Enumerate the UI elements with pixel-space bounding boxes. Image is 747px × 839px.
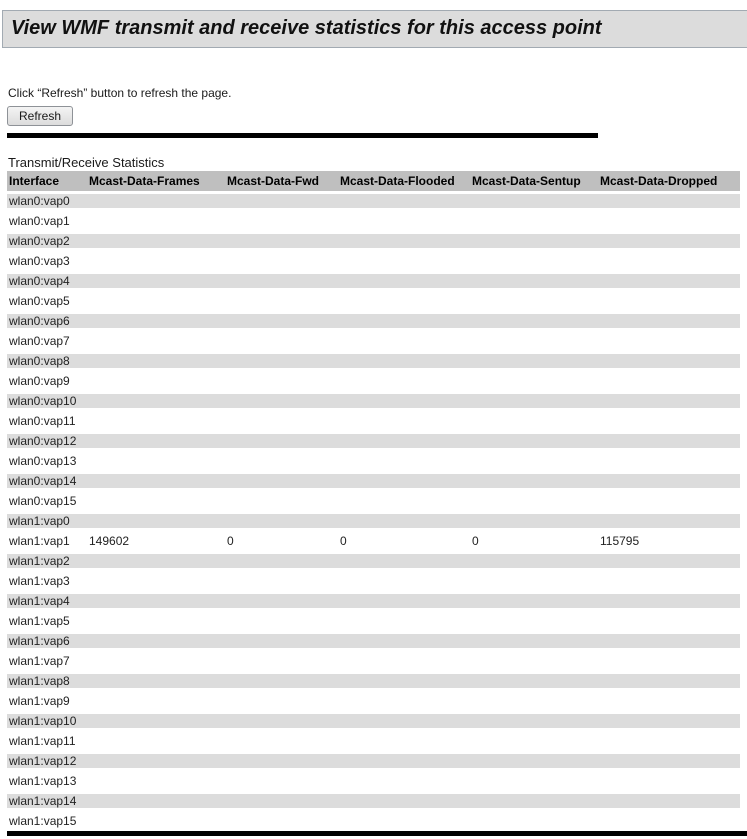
cell-value: 149602: [87, 531, 225, 551]
cell-value: [87, 291, 225, 311]
cell-value: [87, 571, 225, 591]
cell-value: [598, 691, 740, 711]
cell-value: [87, 491, 225, 511]
column-header-interface: Interface: [7, 171, 87, 191]
cell-value: [87, 311, 225, 331]
cell-value: [225, 271, 338, 291]
column-header-mcast-data-dropped: Mcast-Data-Dropped: [598, 171, 740, 191]
cell-value: [470, 431, 598, 451]
cell-value: [598, 351, 740, 371]
cell-value: [87, 191, 225, 211]
top-divider: [7, 133, 598, 138]
cell-value: [470, 411, 598, 431]
cell-value: [598, 711, 740, 731]
table-row: [7, 731, 740, 751]
cell-value: 0: [225, 531, 338, 551]
cell-value: [225, 251, 338, 271]
cell-value: [338, 491, 470, 511]
cell-value: [470, 451, 598, 471]
cell-interface: wlan0:vap0: [7, 191, 87, 211]
cell-value: [225, 191, 338, 211]
cell-value: [470, 351, 598, 371]
cell-interface: wlan1:vap3: [7, 571, 87, 591]
cell-value: [598, 491, 740, 511]
cell-value: [598, 411, 740, 431]
cell-value: [338, 791, 470, 811]
stats-table: [7, 171, 740, 831]
cell-value: [225, 671, 338, 691]
cell-value: [87, 611, 225, 631]
column-header-mcast-data-sentup: Mcast-Data-Sentup: [470, 171, 598, 191]
cell-value: [225, 211, 338, 231]
cell-value: [598, 611, 740, 631]
cell-value: [598, 551, 740, 571]
table-row: [7, 631, 740, 651]
cell-value: [225, 371, 338, 391]
cell-value: [470, 551, 598, 571]
table-row: [7, 531, 740, 551]
cell-value: [470, 391, 598, 411]
cell-value: [470, 191, 598, 211]
cell-interface: wlan0:vap8: [7, 351, 87, 371]
table-caption: Transmit/Receive Statistics: [8, 155, 165, 170]
cell-value: [338, 471, 470, 491]
cell-value: [225, 471, 338, 491]
cell-value: [470, 671, 598, 691]
cell-value: [225, 811, 338, 831]
cell-value: [598, 211, 740, 231]
column-header-mcast-data-fwd: Mcast-Data-Fwd: [225, 171, 338, 191]
cell-value: [225, 791, 338, 811]
table-row: [7, 431, 740, 451]
cell-value: [225, 631, 338, 651]
cell-interface: wlan0:vap15: [7, 491, 87, 511]
cell-value: [338, 351, 470, 371]
cell-value: [598, 431, 740, 451]
column-header-mcast-data-frames: Mcast-Data-Frames: [87, 171, 225, 191]
cell-interface: wlan1:vap1: [7, 531, 87, 551]
cell-interface: wlan0:vap14: [7, 471, 87, 491]
cell-value: [598, 811, 740, 831]
cell-value: [87, 751, 225, 771]
table-row: [7, 191, 740, 211]
cell-value: [338, 411, 470, 431]
cell-value: [225, 711, 338, 731]
cell-value: [338, 331, 470, 351]
instructions-text: Click “Refresh” button to refresh the page.: [8, 86, 232, 100]
cell-value: [338, 311, 470, 331]
cell-value: [338, 611, 470, 631]
cell-value: [598, 631, 740, 651]
cell-value: [87, 431, 225, 451]
cell-value: [225, 491, 338, 511]
cell-value: [225, 551, 338, 571]
cell-interface: wlan1:vap5: [7, 611, 87, 631]
table-row: [7, 591, 740, 611]
table-header-row: [7, 171, 740, 191]
table-row: [7, 291, 740, 311]
table-row: [7, 691, 740, 711]
table-row: [7, 471, 740, 491]
cell-value: [598, 671, 740, 691]
cell-value: [225, 751, 338, 771]
table-row: [7, 411, 740, 431]
cell-value: [470, 611, 598, 631]
cell-value: [470, 591, 598, 611]
cell-value: [598, 651, 740, 671]
cell-value: [470, 311, 598, 331]
cell-value: [470, 751, 598, 771]
cell-value: [598, 511, 740, 531]
cell-interface: wlan0:vap11: [7, 411, 87, 431]
cell-value: [598, 291, 740, 311]
cell-value: [225, 691, 338, 711]
cell-value: [87, 451, 225, 471]
cell-value: [598, 751, 740, 771]
cell-value: [598, 571, 740, 591]
column-header-mcast-data-flooded: Mcast-Data-Flooded: [338, 171, 470, 191]
cell-value: [470, 271, 598, 291]
cell-interface: wlan1:vap0: [7, 511, 87, 531]
cell-value: [225, 331, 338, 351]
cell-value: [225, 571, 338, 591]
cell-value: [338, 211, 470, 231]
cell-interface: wlan1:vap10: [7, 711, 87, 731]
cell-value: [470, 771, 598, 791]
refresh-button[interactable]: Refresh: [7, 106, 73, 126]
cell-value: [87, 471, 225, 491]
table-row: [7, 511, 740, 531]
cell-interface: wlan1:vap9: [7, 691, 87, 711]
bottom-divider: [7, 831, 747, 836]
cell-value: [338, 571, 470, 591]
cell-value: [87, 811, 225, 831]
cell-value: [470, 571, 598, 591]
cell-value: 0: [338, 531, 470, 551]
cell-value: [338, 711, 470, 731]
cell-value: [338, 591, 470, 611]
cell-value: [598, 371, 740, 391]
cell-value: [338, 391, 470, 411]
cell-value: [87, 591, 225, 611]
table-row: [7, 231, 740, 251]
cell-value: [338, 271, 470, 291]
table-row: [7, 571, 740, 591]
cell-value: [87, 671, 225, 691]
table-row: [7, 351, 740, 371]
cell-interface: wlan0:vap6: [7, 311, 87, 331]
cell-interface: wlan1:vap11: [7, 731, 87, 751]
cell-value: [338, 431, 470, 451]
cell-interface: wlan0:vap7: [7, 331, 87, 351]
table-row: [7, 751, 740, 771]
cell-value: [470, 371, 598, 391]
cell-value: [338, 451, 470, 471]
table-row: [7, 771, 740, 791]
cell-value: [87, 271, 225, 291]
cell-value: [87, 231, 225, 251]
cell-value: [470, 291, 598, 311]
cell-value: [598, 591, 740, 611]
cell-value: [225, 591, 338, 611]
table-row: [7, 451, 740, 471]
cell-value: [225, 731, 338, 751]
cell-value: [598, 311, 740, 331]
cell-value: [87, 711, 225, 731]
table-row: [7, 391, 740, 411]
cell-value: [87, 651, 225, 671]
cell-value: [87, 511, 225, 531]
cell-value: [598, 451, 740, 471]
cell-value: [338, 631, 470, 651]
table-row: [7, 271, 740, 291]
cell-interface: wlan1:vap13: [7, 771, 87, 791]
cell-value: [338, 671, 470, 691]
cell-interface: wlan1:vap12: [7, 751, 87, 771]
table-row: [7, 791, 740, 811]
cell-value: [338, 511, 470, 531]
cell-value: [338, 651, 470, 671]
cell-value: [338, 231, 470, 251]
table-row: [7, 611, 740, 631]
cell-interface: wlan1:vap6: [7, 631, 87, 651]
table-row: [7, 251, 740, 271]
cell-value: [225, 611, 338, 631]
cell-interface: wlan0:vap4: [7, 271, 87, 291]
cell-value: [87, 771, 225, 791]
cell-value: [87, 551, 225, 571]
cell-value: [470, 251, 598, 271]
cell-value: [338, 811, 470, 831]
cell-interface: wlan0:vap9: [7, 371, 87, 391]
cell-interface: wlan0:vap10: [7, 391, 87, 411]
cell-value: [598, 791, 740, 811]
cell-value: [470, 811, 598, 831]
cell-value: [87, 371, 225, 391]
cell-value: [225, 451, 338, 471]
cell-interface: wlan0:vap3: [7, 251, 87, 271]
cell-value: [598, 391, 740, 411]
cell-interface: wlan1:vap7: [7, 651, 87, 671]
cell-value: [470, 491, 598, 511]
cell-value: [598, 331, 740, 351]
cell-value: 0: [470, 531, 598, 551]
cell-value: [225, 391, 338, 411]
cell-value: [225, 351, 338, 371]
table-row: [7, 671, 740, 691]
cell-value: [470, 231, 598, 251]
cell-value: [225, 291, 338, 311]
cell-value: [87, 731, 225, 751]
cell-value: [87, 791, 225, 811]
cell-interface: wlan0:vap5: [7, 291, 87, 311]
cell-value: [598, 191, 740, 211]
page-title: View WMF transmit and receive statistics for this access point: [2, 10, 747, 48]
cell-value: [338, 371, 470, 391]
cell-value: [598, 251, 740, 271]
cell-value: [87, 251, 225, 271]
cell-value: [598, 471, 740, 491]
cell-value: [338, 191, 470, 211]
cell-value: [225, 411, 338, 431]
cell-value: [338, 251, 470, 271]
cell-value: [470, 511, 598, 531]
cell-interface: wlan0:vap12: [7, 431, 87, 451]
cell-value: [87, 391, 225, 411]
cell-value: [598, 731, 740, 751]
cell-value: [470, 711, 598, 731]
cell-value: [338, 691, 470, 711]
table-row: [7, 331, 740, 351]
cell-value: [470, 791, 598, 811]
cell-value: [470, 471, 598, 491]
cell-value: [470, 631, 598, 651]
stats-table-body: [7, 191, 740, 831]
cell-value: [87, 411, 225, 431]
cell-value: [338, 291, 470, 311]
table-row: [7, 311, 740, 331]
cell-value: [470, 691, 598, 711]
cell-interface: wlan1:vap8: [7, 671, 87, 691]
table-row: [7, 651, 740, 671]
cell-value: [87, 691, 225, 711]
cell-value: [87, 211, 225, 231]
cell-value: [470, 211, 598, 231]
cell-interface: wlan0:vap13: [7, 451, 87, 471]
table-row: [7, 211, 740, 231]
cell-value: [225, 771, 338, 791]
cell-value: [338, 771, 470, 791]
cell-value: [338, 551, 470, 571]
cell-value: [225, 431, 338, 451]
cell-value: 115795: [598, 531, 740, 551]
cell-value: [87, 331, 225, 351]
table-row: [7, 551, 740, 571]
cell-value: [225, 231, 338, 251]
cell-value: [87, 631, 225, 651]
table-row: [7, 811, 740, 831]
cell-value: [598, 271, 740, 291]
table-row: [7, 491, 740, 511]
cell-interface: wlan1:vap2: [7, 551, 87, 571]
cell-value: [598, 771, 740, 791]
cell-interface: wlan0:vap1: [7, 211, 87, 231]
cell-interface: wlan1:vap4: [7, 591, 87, 611]
table-row: [7, 371, 740, 391]
cell-value: [225, 311, 338, 331]
cell-interface: wlan0:vap2: [7, 231, 87, 251]
cell-value: [225, 511, 338, 531]
cell-value: [87, 351, 225, 371]
table-row: [7, 711, 740, 731]
cell-value: [598, 231, 740, 251]
cell-value: [470, 731, 598, 751]
cell-value: [225, 651, 338, 671]
cell-value: [338, 731, 470, 751]
cell-value: [338, 751, 470, 771]
cell-value: [470, 651, 598, 671]
cell-interface: wlan1:vap14: [7, 791, 87, 811]
cell-interface: wlan1:vap15: [7, 811, 87, 831]
cell-value: [470, 331, 598, 351]
